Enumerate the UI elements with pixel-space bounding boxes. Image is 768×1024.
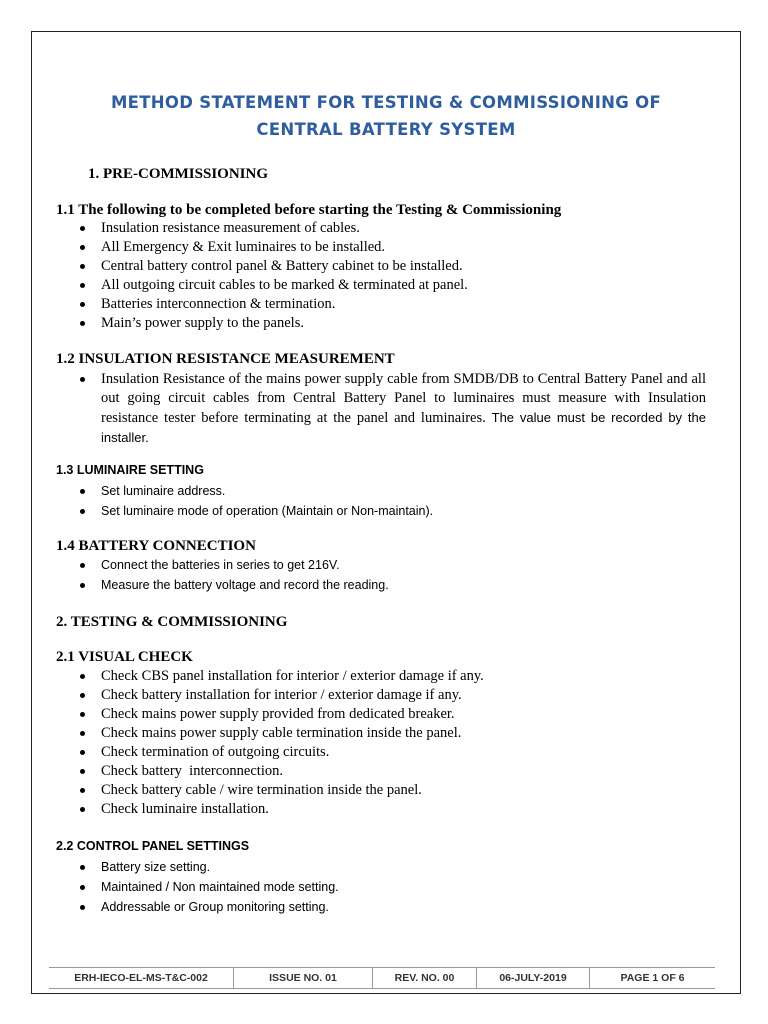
section-1-1-list [56,219,706,333]
section-2-2-list [56,857,706,917]
list-item: Check battery interconnection. [56,762,706,781]
section-1-2-heading: 1.2 INSULATION RESISTANCE MEASUREMENT [56,351,395,367]
list-item: Check luminaire installation. [56,800,706,819]
list-item: Addressable or Group monitoring setting. [56,897,706,917]
footer-doc-number: ERH-IECO-EL-MS-T&C-002 [49,968,234,988]
list-item: Check mains power supply provided from dedicated breaker. [56,705,706,724]
list-item: Battery size setting. [56,857,706,877]
list-item: Check CBS panel installation for interior / exterior damage if any. [56,667,706,686]
list-item: Measure the battery voltage and record the reading. [56,575,706,595]
footer-page-number: PAGE 1 OF 6 [620,972,685,984]
section-1-heading: 1. PRE-COMMISSIONING [88,166,269,182]
list-item: Central battery control panel & Battery cabinet to be installed. [56,257,706,276]
section-2-1-list [56,667,706,819]
list-item [56,370,706,448]
section-2-heading: 2. TESTING & COMMISSIONING [56,614,288,630]
list-item: All Emergency & Exit luminaires to be installed. [56,238,706,257]
section-2-2-heading: 2.2 CONTROL PANEL SETTINGS [56,839,250,853]
list-item: Check battery installation for interior / exterior damage if any. [56,686,706,705]
footer-date: 06-JULY-2019 [477,968,590,988]
document-footer [49,967,715,989]
list-item: Check battery cable / wire termination inside the panel. [56,781,706,800]
list-item: Check mains power supply cable termination inside the panel. [56,724,706,743]
list-item: Check termination of outgoing circuits. [56,743,706,762]
section-1-2-list [56,370,706,448]
section-1-4-heading: 1.4 BATTERY CONNECTION [56,538,256,554]
document-title [31,89,741,143]
list-item: Set luminaire mode of operation (Maintain or Non-maintain). [56,501,706,521]
list-item: Maintained / Non maintained mode setting. [56,877,706,897]
insulation-text: Insulation Resistance of the mains power supply cable from SMDB/DB to Central Battery Panel and all out going circuit cables from Central Battery Panel to luminaires must measure with Insulation resistance tester before terminating at the panel and luminaires. [101,371,706,426]
footer-revision-number: REV. NO. 00 [373,968,477,988]
section-2-1-heading: 2.1 VISUAL CHECK [56,649,193,665]
insulation-note: The value must be recorded by the installer. [101,410,706,445]
footer-issue-number: ISSUE NO. 01 [234,968,373,988]
section-1-4-list [56,555,706,595]
list-item: Set luminaire address. [56,481,706,501]
list-item: Main’s power supply to the panels. [56,314,706,333]
title-line-1: METHOD STATEMENT FOR TESTING & COMMISSIONING OF [110,93,662,112]
section-1-3-list [56,481,706,521]
list-item: Connect the batteries in series to get 216V. [56,555,706,575]
title-line-2: CENTRAL BATTERY SYSTEM [256,120,516,139]
list-item: All outgoing circuit cables to be marked & terminated at panel. [56,276,706,295]
section-1-1-heading: 1.1 The following to be completed before starting the Testing & Commissioning [56,202,562,218]
section-1-3-heading: 1.3 LUMINAIRE SETTING [56,463,204,477]
list-item: Batteries interconnection & termination. [56,295,706,314]
list-item: Insulation resistance measurement of cables. [56,219,706,238]
